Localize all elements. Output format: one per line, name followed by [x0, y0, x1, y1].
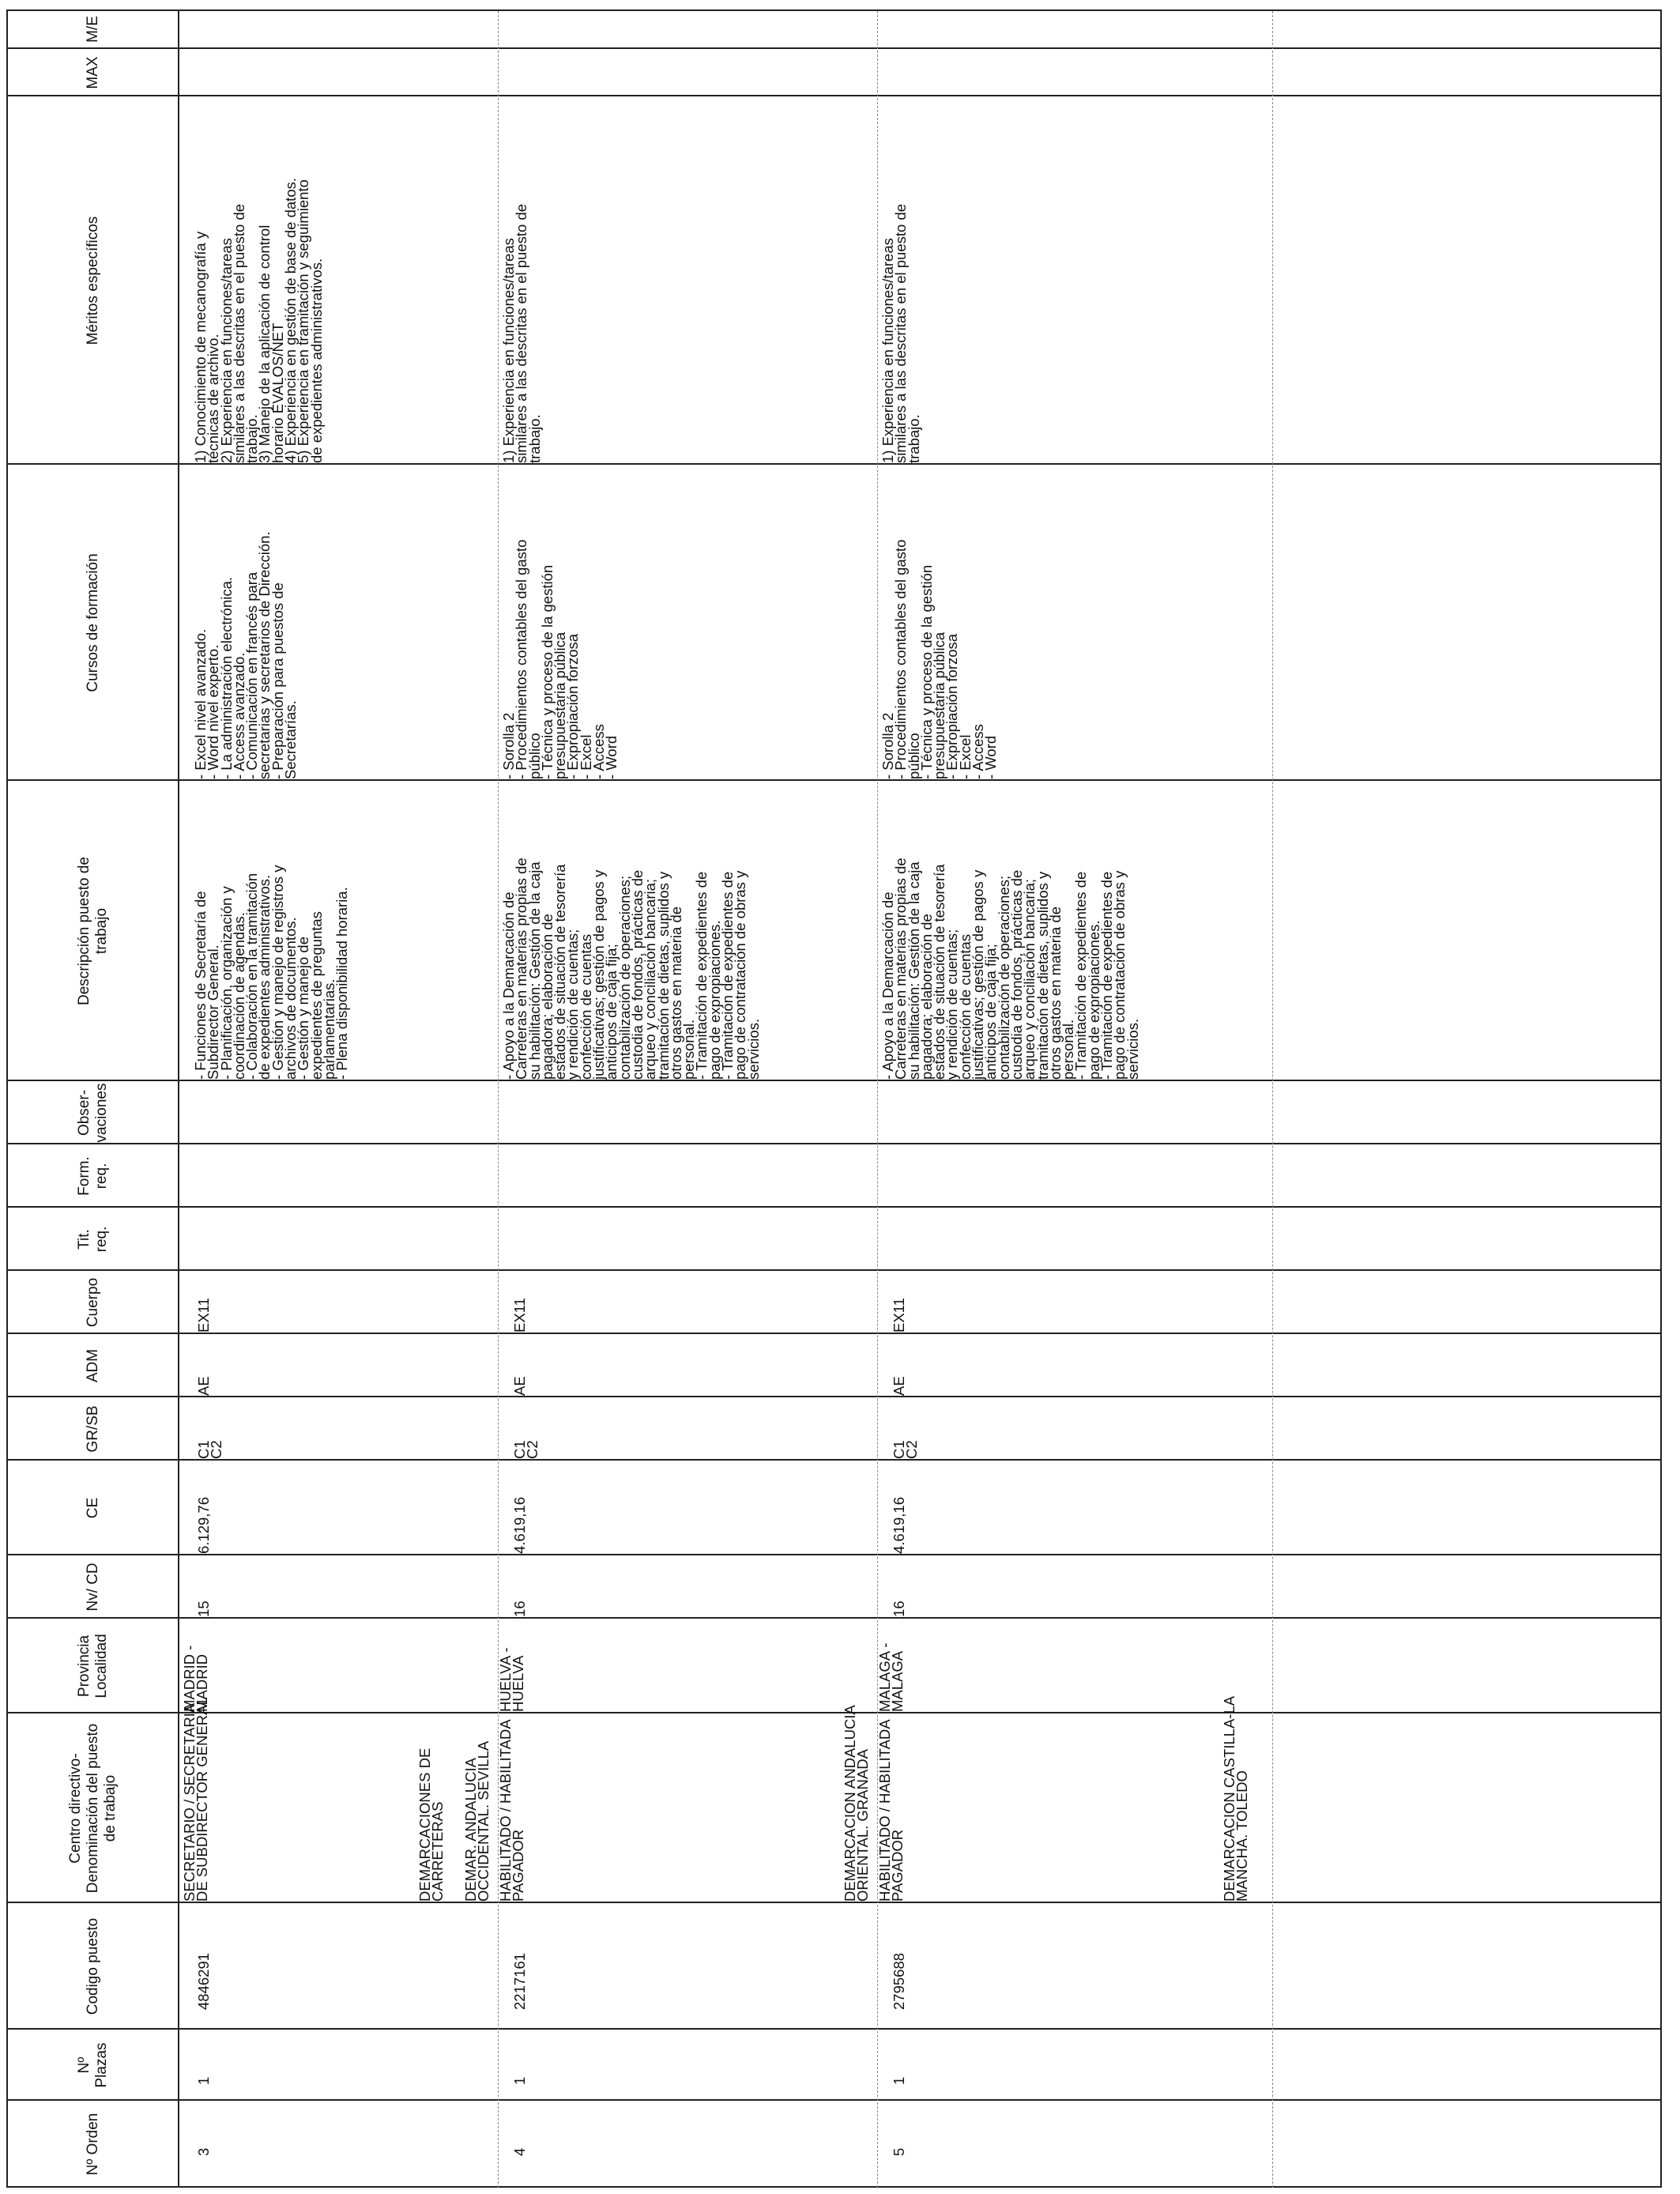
row3-meritos: 1) Conocimiento de mecanografía y técnicas de archivo. 2) Experiencia en funciones/tareas similares a las descritas en el puesto de trabajo. 3) Manejo de la aplicación de control horario EVALOS/NET 4) Experiencia en gestión de base de datos. 5) Experiencia en tramitación y seguimiento de expedientes administrativos.	[192, 178, 325, 463]
header-centro: Centro directivo- Denominación del puesto de trabajo	[66, 1723, 119, 1894]
header-max: MAX	[84, 56, 101, 89]
header-tit: Tit. req.	[75, 1226, 110, 1253]
header-nivel: Nv/ CD	[84, 1563, 101, 1612]
row5-plazas: 1	[891, 2076, 907, 2085]
column-border	[8, 95, 1660, 96]
column-border	[8, 779, 1660, 781]
row5-ce: 4.619,16	[891, 1496, 907, 1554]
column-border	[8, 1617, 1660, 1619]
column-border	[8, 1080, 1660, 1081]
column-border	[8, 1143, 1660, 1144]
row3-adm: AE	[195, 1376, 212, 1396]
row4-meritos: 1) Experiencia en funciones/tareas similares a las descritas en el puesto de trabajo.	[500, 203, 543, 463]
column-border	[8, 1902, 1660, 1903]
column-border	[8, 1269, 1660, 1271]
column-border	[8, 2186, 1660, 2188]
row-separator	[1272, 11, 1273, 2188]
row3-codigo: 4846291	[195, 1952, 212, 2010]
row3-provincia: MADRID - MADRID	[181, 1645, 211, 1712]
row5-codigo: 2795688	[891, 1952, 907, 2010]
column-border	[8, 1554, 1660, 1555]
row4-cursos: - Sorolla 2 - Procedimientos contables del gasto público - Técnica y proceso de la gestión presupuestaria pública - Expropiación forzosa - Excel - Access - Word	[500, 539, 620, 779]
column-border	[8, 2099, 1660, 2101]
positions-table	[6, 9, 1662, 2188]
row4-adm: AE	[511, 1376, 528, 1396]
row4-orden: 4	[511, 2147, 528, 2156]
row4-provincia: HUELVA - HUELVA	[497, 1647, 527, 1712]
column-border	[8, 1333, 1660, 1334]
row3-cursos: - Excel nivel avanzado. - Word nivel experto. - La administración electrónica. - Access avanzado. - Comunicación en francés para secretarias y secretarios de Dirección. - Preparación para puestos de Secretarías.	[192, 531, 299, 779]
column-border	[8, 463, 1660, 465]
row4-nivel: 16	[511, 1600, 528, 1617]
header-border	[178, 11, 179, 2188]
row5-cursos: - Sorolla 2 - Procedimientos contables del gasto público - Técnica y proceso de la gestión presupuestaria pública - Expropiación forzosa - Excel - Access - Word	[880, 539, 1000, 779]
group-label-andalucia-oriental: DEMARCACION ANDALUCIA ORIENTAL. GRANADA	[842, 1705, 872, 1902]
row5-cuerpo: EX11	[891, 1298, 907, 1333]
row4-cuerpo: EX11	[511, 1298, 528, 1333]
group-label-carreteras: DEMARCACIONES DE CARRETERAS	[416, 1747, 446, 1902]
row5-adm: AE	[891, 1376, 907, 1396]
header-provincia: Provincia Localidad	[75, 1634, 110, 1698]
row3-descripcion: - Funciones de Secretaría de Subdirector General. - Planificación, organización y coordinación de agendas. - Colaboración en la tramitación de expedientes administrativos. - Gestión y manejo de registros y archivos de documentos. - Gestión y manejo de expedientes de preguntas parlamentarias. - Plena disponibilidad horaria.	[192, 865, 351, 1080]
row3-grsb: C1 C2	[195, 1440, 225, 1459]
header-plazas: Nº Plazas	[75, 2042, 110, 2088]
row3-denominacion: SECRETARIO / SECRETARIA DE SUBDIRECTOR GENERAL	[181, 1697, 211, 1902]
column-border	[8, 1206, 1660, 1208]
header-cuerpo: Cuerpo	[84, 1277, 101, 1328]
row3-cuerpo: EX11	[195, 1298, 212, 1333]
row3-nivel: 15	[195, 1600, 212, 1617]
row5-grsb: C1 C2	[891, 1440, 921, 1459]
column-border	[8, 2028, 1660, 2030]
header-meritos: Méritos específicos	[84, 216, 101, 345]
column-border	[8, 1396, 1660, 1397]
row4-grsb: C1 C2	[511, 1440, 541, 1459]
header-grsb: GR/SB	[84, 1405, 101, 1453]
header-cursos: Cursos de formación	[84, 553, 101, 692]
column-border	[8, 47, 1660, 49]
column-border	[8, 1459, 1660, 1461]
column-border	[8, 1712, 1660, 1713]
row4-descripcion: - Apoyo a la Demarcación de Carreteras en materias propias de su habilitación: Gestión de la caja pagadora; elaboración de estados de situación de tesorería y rendición de cuentas; confección de cuentas justificativas; gestión de pagos y anticipos de caja fija; contabilización de operaciones; custodia de fondos, prácticas de arqueo y conciliación bancaria; tramitación de dietas, suplidos y otros gastos en materia de personal. - Tramitación de expedientes de pago de expropiaciones. - Tramitación de expedientes de pago de contratación de obras y servicios.	[500, 858, 762, 1080]
group-label-andalucia-occidental: DEMAR. ANDALUCIA OCCIDENTAL. SEVILLA	[462, 1740, 492, 1902]
header-adm: ADM	[84, 1348, 101, 1383]
row5-orden: 5	[891, 2147, 907, 2156]
row4-codigo: 2217161	[511, 1952, 528, 2010]
row4-denominacion: HABILITADO / HABILITADA PAGADOR	[497, 1719, 527, 1902]
row3-ce: 6.129,76	[195, 1496, 212, 1554]
header-obs: Obser- vaciones	[75, 1083, 110, 1143]
row5-descripcion: - Apoyo a la Demarcación de Carreteras en materias propias de su habilitación: Gestión de la caja pagadora; elaboración de estados de situación de tesorería y rendición de cuentas; confección de cuentas justificativas; gestión de pagos y anticipos de caja fija; contabilización de operaciones; custodia de fondos, prácticas de arqueo y conciliación bancaria; tramitación de dietas, suplidos y otros gastos en materia de personal. - Tramitación de expedientes de pago de expropiaciones. - Tramitación de expedientes de pago de contratación de obras y servicios.	[880, 858, 1141, 1080]
row5-provincia: MALAGA - MALAGA	[876, 1642, 906, 1712]
row4-ce: 4.619,16	[511, 1496, 528, 1554]
row4-plazas: 1	[511, 2076, 528, 2085]
header-descripcion: Descripción puesto de trabajo	[75, 857, 110, 1005]
header-me: M/E	[84, 16, 101, 43]
row5-denominacion: HABILITADO / HABILITADA PAGADOR	[876, 1719, 906, 1902]
row3-plazas: 1	[195, 2076, 212, 2085]
header-form: Form. req.	[75, 1156, 110, 1196]
header-orden: Nº Orden	[84, 2113, 101, 2176]
group-label-castilla-mancha: DEMARCACION CASTILLA-LA MANCHA. TOLEDO	[1221, 1695, 1251, 1902]
header-ce: CE	[84, 1497, 101, 1519]
header-codigo: Codigo puesto	[84, 1917, 101, 2015]
row3-orden: 3	[195, 2147, 212, 2156]
row5-nivel: 16	[891, 1600, 907, 1617]
row5-meritos: 1) Experiencia en funciones/tareas similares a las descritas en el puesto de trabajo.	[880, 203, 922, 463]
